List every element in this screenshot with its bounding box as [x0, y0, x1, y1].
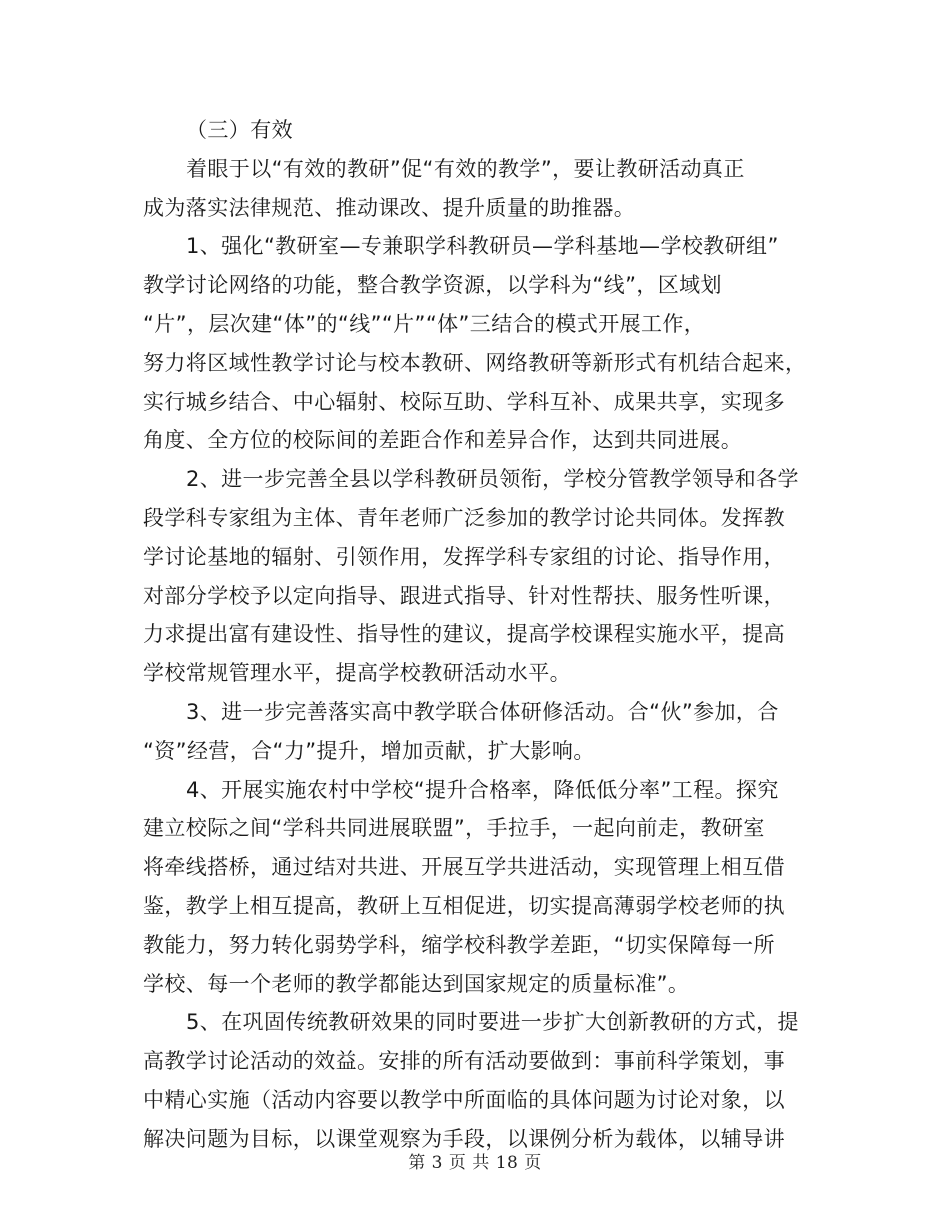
paragraph-line: 2、进一步完善全县以学科教研员领衔，学校分管教学领导和各学 — [186, 467, 799, 492]
paragraph-line: 力求提出富有建设性、指导性的建议，提高学校课程实施水平，提高 — [143, 622, 785, 647]
paragraph-line: 解决问题为目标，以课堂观察为手段，以课例分析为载体，以辅导讲 — [143, 1126, 785, 1151]
paragraph-line: 角度、全方位的校际间的差距合作和差异合作，达到共同进展。 — [143, 428, 743, 453]
paragraph-line: 学讨论基地的辐射、引领作用，发挥学科专家组的讨论、指导作用， — [143, 544, 785, 569]
paragraph-line: 成为落实法律规范、推动课改、提升质量的助推器。 — [143, 195, 636, 220]
paragraph-line: 学校、每一个老师的教学都能达到国家规定的质量标准”。 — [143, 971, 690, 996]
paragraph-line: 5、在巩固传统教研效果的同时要进一步扩大创新教研的方式，提 — [186, 1010, 799, 1035]
section-heading: （三）有效 — [186, 118, 293, 142]
paragraph-line: 高教学讨论活动的效益。安排的所有活动要做到：事前科学策划，事 — [143, 1049, 785, 1074]
paragraph-line: 1、强化“教研室—专兼职学科教研员—学科基地—学校教研组” — [186, 234, 779, 259]
paragraph-line: 学校常规管理水平，提高学校教研活动水平。 — [143, 661, 571, 686]
paragraph-line: 4、开展实施农村中学校“提升合格率，降低低分率”工程。探究 — [186, 777, 779, 802]
paragraph-line: 段学科专家组为主体、青年老师广泛参加的教学讨论共同体。发挥教 — [143, 506, 785, 530]
paragraph-line: “片”，层次建“体”的“线”“片”“体”三结合的模式开展工作， — [143, 312, 706, 336]
page-footer: 第 3 页 共 18 页 — [408, 1153, 542, 1173]
paragraph-line: 对部分学校予以定向指导、跟进式指导、针对性帮扶、服务性听课， — [143, 583, 785, 608]
paragraph-line: 3、进一步完善落实高中教学联合体研修活动。合“伙”参加，合 — [186, 700, 779, 724]
paragraph-line: 建立校际之间“学科共同进展联盟”，手拉手，一起向前走，教研室 — [143, 816, 765, 841]
paragraph-line: 鉴，教学上相互提高，教研上互相促进，切实提高薄弱学校老师的执 — [143, 894, 785, 918]
paragraph-line: 教学讨论网络的功能，整合教学资源，以学科为“线”，区域划 — [143, 273, 722, 298]
paragraph-line: 中精心实施（活动内容要以教学中所面临的具体问题为讨论对象，以 — [143, 1088, 785, 1112]
paragraph-line: 着眼于以“有效的教研”促“有效的教学”，要让教研活动真正 — [186, 156, 745, 181]
paragraph-line: “资”经营，合“力”提升，增加贡献，扩大影响。 — [143, 738, 595, 763]
paragraph-line: 将牵线搭桥，通过结对共进、开展互学共进活动，实现管理上相互借 — [143, 855, 785, 880]
paragraph-line: 教能力，努力转化弱势学科，缩学校科教学差距，“切实保障每一所 — [143, 932, 775, 957]
paragraph-line: 实行城乡结合、中心辐射、校际互助、学科互补、成果共享，实现多 — [143, 389, 785, 414]
paragraph-line: 努力将区域性教学讨论与校本教研、网络教研等新形式有机结合起来， — [143, 350, 807, 375]
